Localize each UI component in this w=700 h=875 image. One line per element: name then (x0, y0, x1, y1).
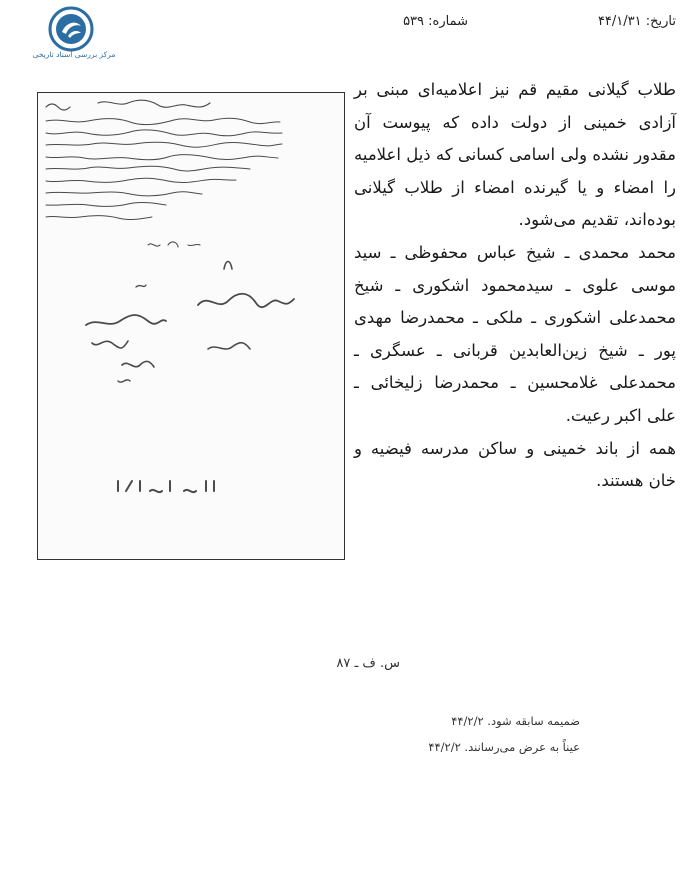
document-number: شماره: ۵۳۹ (403, 14, 468, 29)
document-date: تاریخ: ۴۴/۱/۳۱ (597, 14, 676, 29)
annotation-report-note: عیناً به عرض می‌رسانند. ۴۴/۲/۲ (428, 740, 580, 754)
archive-logo (18, 6, 130, 68)
annotation-attach-note: ضمیمه سابقه شود. ۴۴/۲/۲ (451, 714, 580, 728)
archive-logo-text: مرکز بررسی اسناد تاریخی (32, 50, 116, 59)
archive-logo-icon (48, 6, 94, 52)
document-paragraph-names: محمد محمدی ـ شیخ عباس محفوظی ـ سید موسی علوی ـ سیدمحمود اشکوری ـ شیخ محمدعلی اشکوری ـ ملکی ـ محمدرضا مهدی پور ـ شیخ زین‌العابدین قربانی ـ عسگری ـ محمدعلی غلامحسین ـ محمدرضا زلیخائی ـ علی اکبر رعیت. (354, 242, 676, 425)
document-reference: س. ف ـ ۸۷ (336, 656, 400, 671)
scanned-handwriting-image (38, 93, 344, 559)
document-body (354, 74, 676, 498)
document-paragraph-intro: طلاب گیلانی مقیم قم نیز اعلامیه‌ای مبنی بر آزادی خمینی از دولت داده که پیوست آن مقدور نشده ولی اسامی کسانی که ذیل اعلامیه را امضاء و یا گیرنده امضاء از طلاب گیلانی بوده‌اند، تقدیم می‌شود. (354, 80, 676, 230)
scanned-original-document (37, 92, 345, 560)
document-paragraph-conclusion: همه از باند خمینی و ساکن مدرسه فیضیه و خان هستند. (354, 438, 676, 491)
